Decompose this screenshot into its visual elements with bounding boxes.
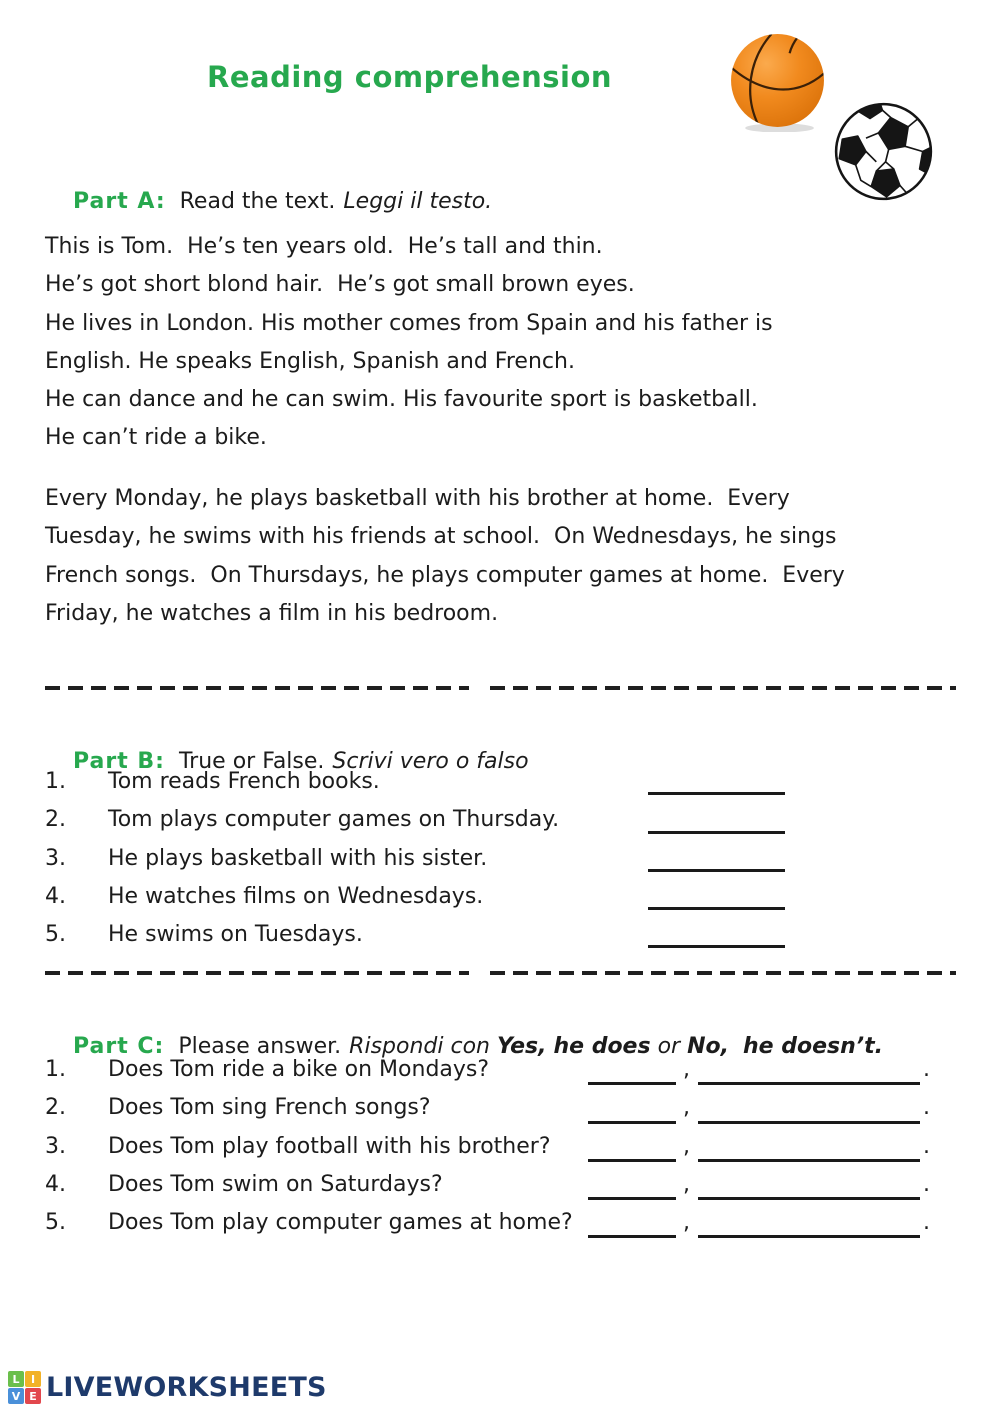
answer-blank-short[interactable] xyxy=(588,1061,676,1085)
answer-option-no: No, xyxy=(687,1034,729,1059)
question-text: Does Tom swim on Saturdays? xyxy=(108,1171,443,1197)
period-mark: . xyxy=(923,1171,930,1197)
question-number: 4. xyxy=(45,1171,66,1197)
question-number: 3. xyxy=(45,845,66,871)
question-number: 5. xyxy=(45,922,66,948)
logo-letter: V xyxy=(8,1388,24,1404)
question-text: He watches films on Wednesdays. xyxy=(108,883,484,909)
question-row xyxy=(45,1089,955,1127)
part-b-question-list xyxy=(45,763,955,954)
text-line: Tuesday, he swims with his friends at school. On Wednesdays, he sings xyxy=(45,524,837,550)
section-divider xyxy=(45,971,956,975)
question-number: 3. xyxy=(45,1133,66,1159)
part-c-question-list xyxy=(45,1051,955,1242)
question-number: 1. xyxy=(45,769,66,794)
answer-option-yes: Yes, xyxy=(496,1034,547,1059)
question-text: Does Tom sing French songs? xyxy=(108,1095,431,1121)
part-c-instruction: Please answer. xyxy=(178,1034,342,1059)
question-number: 4. xyxy=(45,883,66,909)
brand-name: LIVEWORKSHEETS xyxy=(46,1372,327,1403)
part-a-instruction: Read the text. xyxy=(179,189,336,214)
question-row xyxy=(45,916,955,954)
divider-segment xyxy=(490,686,956,690)
question-row xyxy=(45,763,955,801)
divider-segment xyxy=(45,971,469,975)
question-row xyxy=(45,878,955,916)
question-row xyxy=(45,1128,955,1166)
answer-blank[interactable] xyxy=(648,771,785,795)
comma-separator: , xyxy=(683,1210,690,1236)
section-divider xyxy=(45,686,956,690)
text-line: He lives in London. His mother comes from Spain and his father is xyxy=(45,310,773,336)
part-b-instruction: True or False. xyxy=(178,749,325,774)
answer-blank-short[interactable] xyxy=(588,1138,676,1162)
question-row xyxy=(45,1204,955,1242)
logo-letter: I xyxy=(25,1371,41,1387)
question-row xyxy=(45,801,955,839)
basketball-icon xyxy=(727,31,828,132)
comma-separator: , xyxy=(683,1133,690,1159)
question-number: 2. xyxy=(45,1095,66,1121)
comma-separator: , xyxy=(683,1095,690,1121)
text-line: French songs. On Thursdays, he plays computer games at home. Every xyxy=(45,562,845,588)
divider-segment xyxy=(490,971,956,975)
question-number: 1. xyxy=(45,1057,66,1082)
answer-blank[interactable] xyxy=(648,886,785,910)
text-line: He can’t ride a bike. xyxy=(45,425,267,451)
question-text: He plays basketball with his sister. xyxy=(108,845,488,871)
part-b-label: Part B: xyxy=(72,749,165,774)
question-text: Does Tom ride a bike on Mondays? xyxy=(108,1057,490,1082)
part-b-instruction-italian: Scrivi vero o falso xyxy=(332,749,529,774)
period-mark: . xyxy=(923,1210,930,1236)
answer-blank-short[interactable] xyxy=(588,1214,676,1238)
text-line: Every Monday, he plays basketball with his brother at home. Every xyxy=(45,486,790,511)
question-row xyxy=(45,840,955,878)
period-mark: . xyxy=(923,1095,930,1121)
comma-separator: , xyxy=(683,1057,690,1082)
question-row xyxy=(45,1166,955,1204)
or-word: or xyxy=(657,1034,681,1059)
divider-segment xyxy=(45,686,469,690)
comma-separator: , xyxy=(683,1171,690,1197)
question-text: He swims on Tuesdays. xyxy=(108,922,363,948)
answer-blank-long[interactable] xyxy=(698,1214,920,1238)
reading-paragraph-2 xyxy=(45,480,845,633)
liveworksheets-footer xyxy=(8,1371,327,1404)
reading-paragraph-1 xyxy=(45,228,773,458)
period-mark: . xyxy=(923,1057,930,1082)
question-text: Does Tom play computer games at home? xyxy=(108,1210,573,1236)
soccer-ball-icon xyxy=(832,100,935,203)
part-a-label: Part A: xyxy=(72,189,166,214)
period-mark: . xyxy=(923,1133,930,1159)
answer-blank-long[interactable] xyxy=(698,1100,920,1124)
answer-blank[interactable] xyxy=(648,810,785,834)
text-line: Friday, he watches a film in his bedroom. xyxy=(45,600,499,626)
answer-blank-long[interactable] xyxy=(698,1061,920,1085)
text-line: He’s got short blond hair. He’s got small brown eyes. xyxy=(45,272,635,298)
answer-blank-short[interactable] xyxy=(588,1176,676,1200)
question-text: Tom reads French books. xyxy=(108,769,380,794)
question-number: 2. xyxy=(45,807,66,833)
logo-letter: L xyxy=(8,1371,24,1387)
answer-blank[interactable] xyxy=(648,924,785,948)
part-c-instruction-italian: Rispondi con xyxy=(349,1034,490,1059)
answer-option-no-phrase: he doesn’t. xyxy=(742,1034,883,1059)
question-number: 5. xyxy=(45,1210,66,1236)
question-text: Does Tom play football with his brother? xyxy=(108,1133,551,1159)
question-row xyxy=(45,1051,955,1089)
question-text: Tom plays computer games on Thursday. xyxy=(108,807,560,833)
page-title: Reading comprehension xyxy=(207,60,613,94)
part-c-label: Part C: xyxy=(72,1034,165,1059)
logo-letter: E xyxy=(25,1388,41,1404)
answer-blank-long[interactable] xyxy=(698,1138,920,1162)
text-line: English. He speaks English, Spanish and French. xyxy=(45,348,575,374)
answer-blank[interactable] xyxy=(648,848,785,872)
part-a-instruction-italian: Leggi il testo. xyxy=(343,189,493,214)
answer-option-yes-phrase: he does xyxy=(553,1034,651,1059)
text-line: This is Tom. He’s ten years old. He’s tall and thin. xyxy=(45,234,603,259)
text-line: He can dance and he can swim. His favourite sport is basketball. xyxy=(45,387,758,413)
answer-blank-long[interactable] xyxy=(698,1176,920,1200)
answer-blank-short[interactable] xyxy=(588,1100,676,1124)
liveworksheets-logo-icon xyxy=(8,1371,41,1404)
